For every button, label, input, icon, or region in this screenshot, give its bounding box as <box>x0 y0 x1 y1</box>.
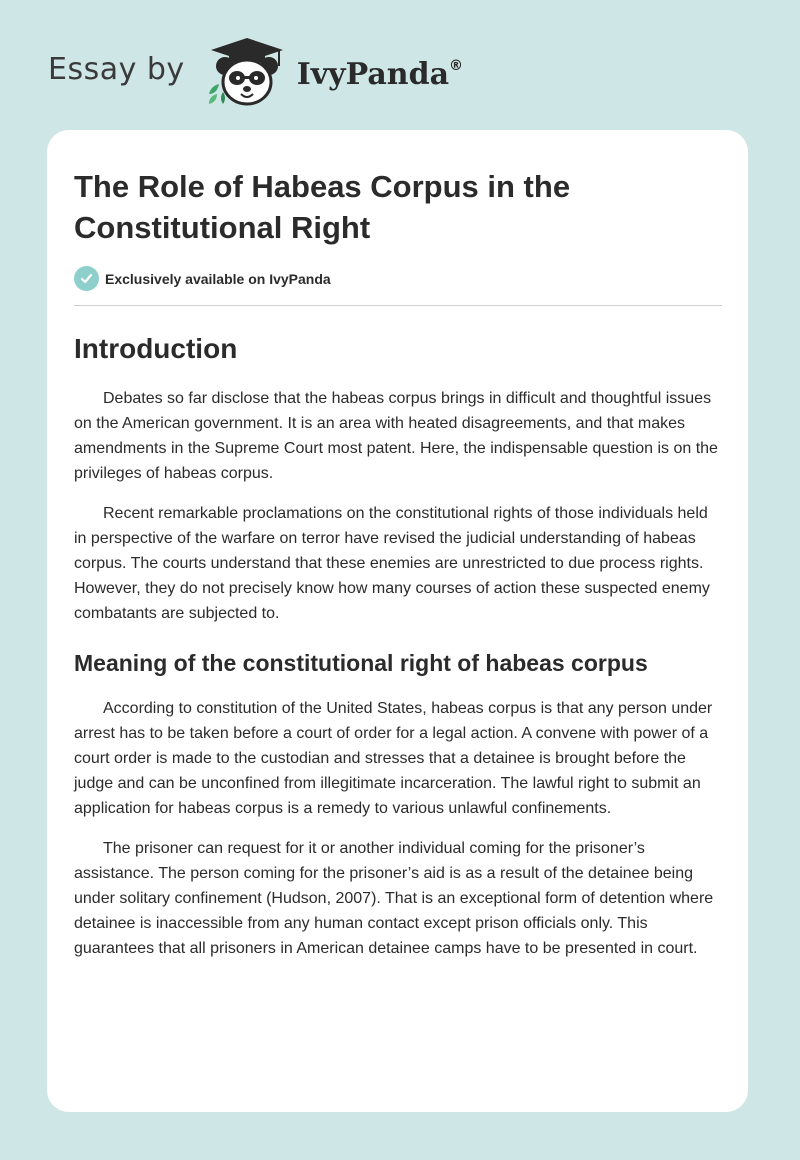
checkmark-icon <box>74 266 99 291</box>
exclusive-badge <box>74 266 722 291</box>
essay-title: The Role of Habeas Corpus in the Constitutional Right <box>74 169 571 245</box>
essay-by-label: Essay by <box>48 51 185 87</box>
paragraph: Recent remarkable proclamations on the constitutional rights of those individuals held in perspective of the warfare on terror have revised the judicial understanding of habeas corpus. The courts understand that these enemies are unrestricted to due process rights. However, they do not precisely know how many courses of action these suspected enemy combatants are subjected to. <box>74 505 710 622</box>
section-introduction <box>74 332 722 626</box>
section-meaning <box>74 648 722 961</box>
section-heading: Introduction <box>74 333 238 364</box>
brand-name[interactable]: IvyPanda® <box>296 56 464 92</box>
section-heading: Meaning of the constitutional right of habeas corpus <box>74 650 648 676</box>
paragraph: The prisoner can request for it or another individual coming for the prisoner’s assistance. The person coming for the prisoner’s aid is as a result of the detainee being under solitary confinement (Hudson, 2007). That is an exceptional form of detention where detainee is inaccessible from any human contact except prison officials only. This guarantees that all prisoners in American detainee camps have to be presented in court. <box>74 840 714 957</box>
paragraph: According to constitution of the United States, habeas corpus is that any person under arrest has to be taken before a court of order for a legal action. A convene with power of a court order is made to the custodian and stresses that a detainee is brought before the judge and can be unconfined from illegitimate incarceration. The lawful right to submit an application for habeas corpus is a remedy to various unlawful confinements. <box>74 700 713 817</box>
site-header <box>48 36 463 108</box>
essay-card <box>47 130 748 1112</box>
paragraph: Debates so far disclose that the habeas corpus brings in difficult and thoughtful issues on the American government. It is an area with heated disagreements, and that makes amendments in the Supreme Court most patent. Here, the indispensable question is on the privileges of habeas corpus. <box>74 390 718 482</box>
panda-logo-icon[interactable] <box>199 36 295 108</box>
divider <box>74 305 722 306</box>
exclusive-label: Exclusively available on IvyPanda <box>105 270 331 287</box>
